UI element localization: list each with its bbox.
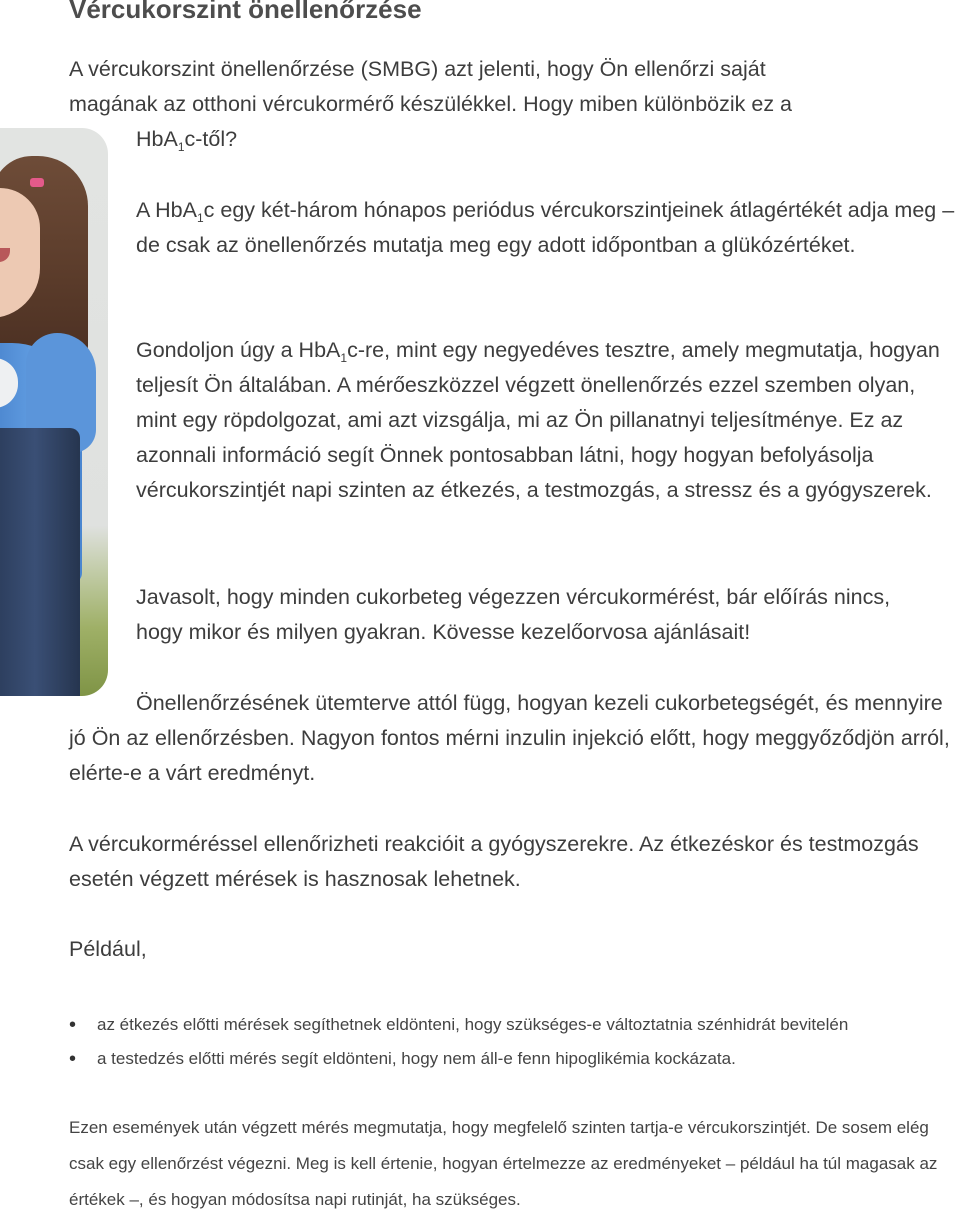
- bullet-list: [69, 1008, 897, 1076]
- paragraph-for-example: Például,: [69, 937, 147, 961]
- closing-paragraph: Ezen események után végzett mérés megmutatja, hogy megfelelő szinten tartja-e vércukorszintjét. De sosem elég csak egy ellenőrzést végezni. Meg is kell értenie, hogyan értelmezze az eredményeket – például ha túl magasak az értékek –, és hogyan módosítsa napi rutinját, ha szükséges.: [69, 1118, 938, 1209]
- list-item: • a testedzés előtti mérés segít eldönteni, hogy nem áll-e fenn hipoglikémia kockázata.: [69, 1042, 897, 1076]
- paragraph-hba1c-average: A HbA$_1$c egy két-három hónapos periódus vércukorszintjeinek átlagértékét adja meg – de csak az önellenőrzés mutatja meg egy adott időpontban a glükózértéket.: [136, 198, 955, 257]
- photo-girl-in-park: [0, 128, 108, 696]
- intro-line-1: A vércukorszint önellenőrzése (SMBG) azt jelenti, hogy Ön ellenőrzi saját: [69, 57, 766, 81]
- bullet-icon: •: [69, 1048, 77, 1070]
- list-item: • az étkezés előtti mérések segíthetnek eldönteni, hogy szükséges-e változtatnia szénhidrát bevitelén: [69, 1008, 897, 1042]
- paragraph-schedule: Önellenőrzésének ütemterve attól függ, hogyan kezeli cukorbetegségét, és mennyire jó Ön az ellenőrzésben. Nagyon fontos mérni inzulin injekció előtt, hogy meggyőződjön arról, elérte-e a várt eredményt.: [69, 691, 950, 785]
- paragraph-medication: A vércukorméréssel ellenőrizheti reakcióit a gyógyszerekre. Az étkezéskor és testmozgás esetén végzett mérések is hasznosak lehetnek.: [69, 832, 919, 891]
- intro-line-2: magának az otthoni vércukormérő készülékkel. Hogy miben különbözik ez a: [69, 92, 793, 116]
- intro-line-3: HbA$_1$c-től?: [136, 127, 238, 154]
- bullet-icon: •: [69, 1014, 77, 1036]
- paragraph-quarterly-test: Gondoljon úgy a HbA$_1$c-re, mint egy negyedéves tesztre, amely megmutatja, hogyan teljesít Ön általában. A mérőeszközzel végzett önellenőrzés ezzel szemben olyan, mint egy röpdolgozat, ami azt vizsgálja, mi az Ön pillanatnyi teljesítménye. Ez az azonnali információ segít Önnek pontosabban látni, hogy hogyan befolyásolja vércukorszintjét napi szinten az étkezés, a testmozgás, a stressz és a gyógyszerek.: [136, 338, 940, 502]
- paragraph-recommendation: Javasolt, hogy minden cukorbeteg végezzen vércukormérést, bár előírás nincs, hogy mikor és milyen gyakran. Kövesse kezelőorvosa ajánlásait!: [136, 585, 891, 644]
- intro-paragraph: [69, 52, 949, 157]
- page-title: Vércukorszint önellenőrzése: [69, 0, 422, 24]
